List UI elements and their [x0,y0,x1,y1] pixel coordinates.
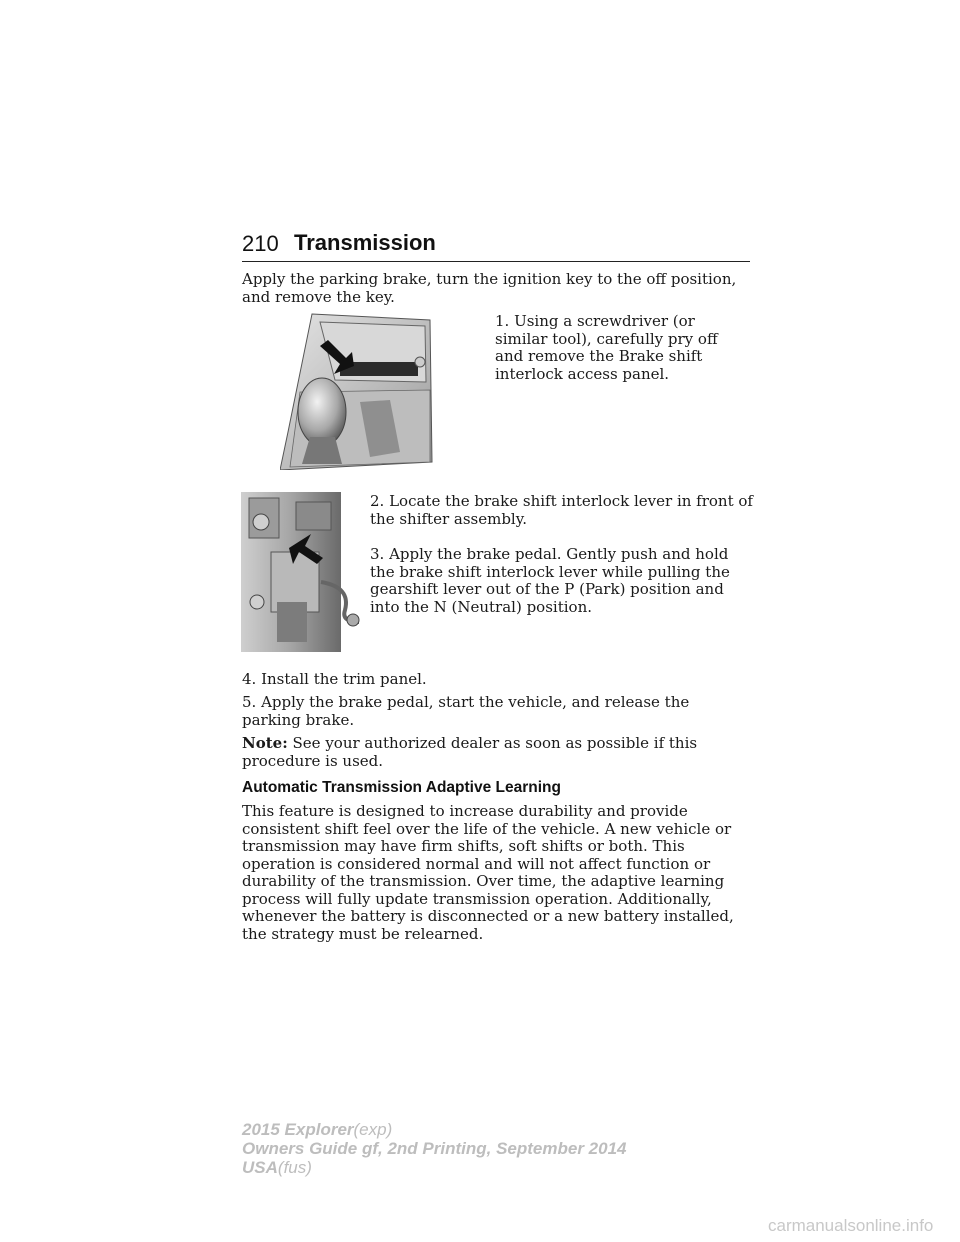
note-paragraph [242,735,754,770]
page-number: 210 [242,231,279,256]
footer-market: USA [242,1158,278,1177]
footer [242,1120,626,1177]
step-3-text: 3. Apply the brake pedal. Gently push and hold the brake shift interlock lever while pulling the gearshift lever out of the P (Park) position and into the N (Neutral) position. [370,545,730,616]
footer-guide: Owners Guide gf, 2nd Printing, September 2014 [242,1139,627,1158]
watermark: carmanualsonline.info [768,1216,934,1235]
page-title: Transmission [294,230,436,255]
page-header [242,229,750,262]
step-5-text: 5. Apply the brake pedal, start the vehicle, and release the parking brake. [242,693,690,729]
footer-model-code: (exp) [353,1120,393,1139]
shifter-console-access-panel-illustration [280,312,485,470]
lever-illustration-svg [241,492,363,652]
note-text: See your authorized dealer as soon as possible if this procedure is used. [242,734,698,770]
footer-market-code: (fus) [277,1158,312,1177]
intro-paragraph: Apply the parking brake, turn the ignition key to the off position, and remove the key. [242,270,737,306]
step-1-text: 1. Using a screwdriver (or similar tool), carefully pry off and remove the Brake shift interlock access panel. [495,312,718,383]
console-illustration-svg [280,312,485,470]
section-paragraph: This feature is designed to increase durability and provide consistent shift feel over the life of the vehicle. A new vehicle or transmission may have firm shifts, soft shifts or both. This operation is considered normal and will not affect function or durability of the transmission. Over time, the adaptive learning process will fully update transmission operation. Additionally, whenever the battery is disconnected or a new battery installed, the strategy must be relearned. [242,802,734,943]
note-label: Note: [242,734,288,752]
footer-line-1 [242,1120,626,1139]
footer-line-3 [242,1158,626,1177]
footer-model: 2015 Explorer [242,1120,354,1139]
section-heading: Automatic Transmission Adaptive Learning [242,779,561,796]
step-2-text: 2. Locate the brake shift interlock lever in front of the shifter assembly. [370,492,753,528]
footer-line-2 [242,1139,626,1158]
interlock-lever-illustration [241,492,363,652]
step-4-text: 4. Install the trim panel. [242,670,427,688]
